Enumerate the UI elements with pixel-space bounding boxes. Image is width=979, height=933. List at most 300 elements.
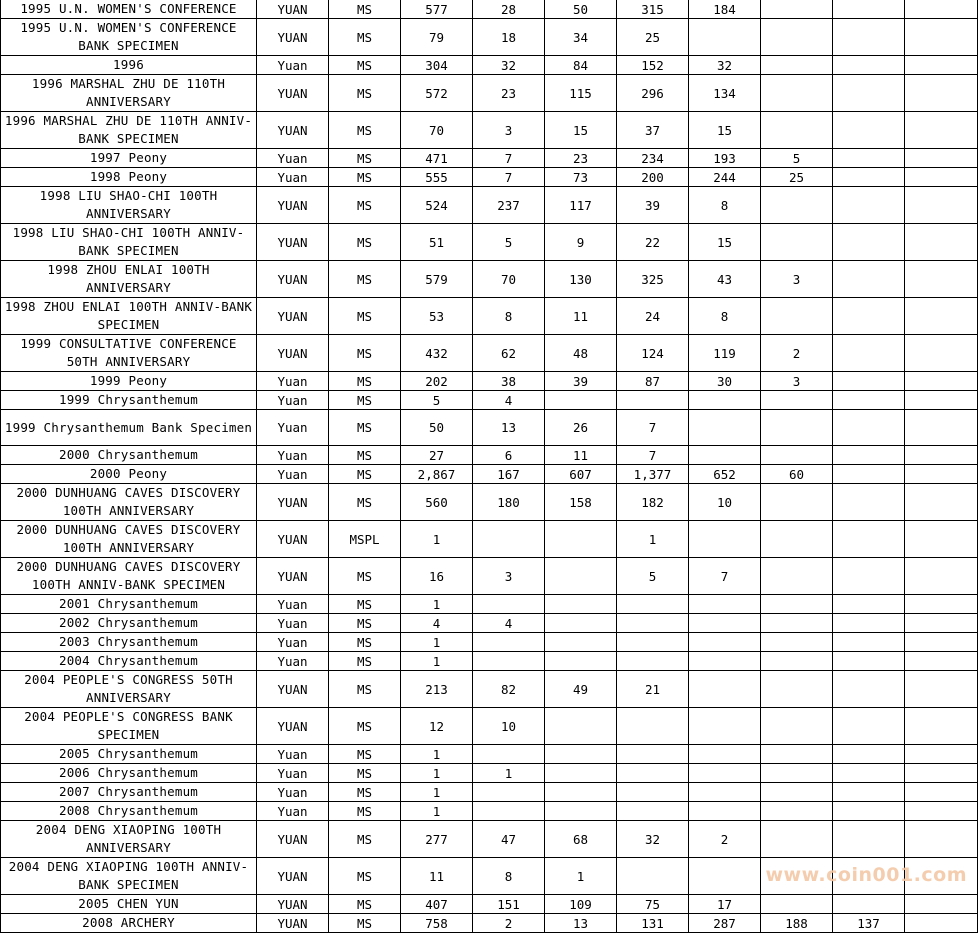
cell-grade-7[interactable]: [905, 372, 978, 391]
cell-total[interactable]: 202: [401, 372, 473, 391]
cell-grade-2[interactable]: 34: [545, 19, 617, 56]
cell-coin-name[interactable]: 2003 Chrysanthemum: [1, 633, 257, 652]
cell-grade-type[interactable]: MS: [329, 298, 401, 335]
cell-grade-5[interactable]: [761, 484, 833, 521]
cell-grade-2[interactable]: 9: [545, 224, 617, 261]
cell-grade-3[interactable]: [617, 764, 689, 783]
cell-grade-7[interactable]: [905, 446, 978, 465]
cell-grade-3[interactable]: 182: [617, 484, 689, 521]
cell-denomination[interactable]: Yuan: [257, 614, 329, 633]
cell-grade-7[interactable]: [905, 671, 978, 708]
cell-grade-2[interactable]: 49: [545, 671, 617, 708]
cell-grade-6[interactable]: [833, 614, 905, 633]
cell-coin-name[interactable]: 1998 ZHOU ENLAI 100TH ANNIVERSARY: [1, 261, 257, 298]
cell-grade-2[interactable]: 73: [545, 168, 617, 187]
cell-grade-7[interactable]: [905, 298, 978, 335]
cell-grade-7[interactable]: [905, 56, 978, 75]
cell-total[interactable]: 555: [401, 168, 473, 187]
cell-grade-type[interactable]: MS: [329, 261, 401, 298]
cell-grade-6[interactable]: 137: [833, 914, 905, 933]
cell-grade-6[interactable]: [833, 671, 905, 708]
cell-grade-3[interactable]: 325: [617, 261, 689, 298]
cell-grade-7[interactable]: [905, 914, 978, 933]
cell-grade-4[interactable]: 43: [689, 261, 761, 298]
cell-grade-5[interactable]: [761, 595, 833, 614]
cell-grade-2[interactable]: 50: [545, 0, 617, 19]
cell-grade-4[interactable]: 8: [689, 298, 761, 335]
cell-denomination[interactable]: YUAN: [257, 895, 329, 914]
cell-grade-type[interactable]: MS: [329, 187, 401, 224]
cell-grade-7[interactable]: [905, 614, 978, 633]
cell-grade-4[interactable]: 193: [689, 149, 761, 168]
cell-coin-name[interactable]: 1995 U.N. WOMEN'S CONFERENCE BANK SPECIMEN: [1, 19, 257, 56]
cell-grade-2[interactable]: 26: [545, 410, 617, 446]
cell-grade-5[interactable]: [761, 652, 833, 671]
cell-grade-type[interactable]: MS: [329, 764, 401, 783]
cell-grade-7[interactable]: [905, 465, 978, 484]
cell-coin-name[interactable]: 1996 MARSHAL ZHU DE 110TH ANNIVERSARY: [1, 75, 257, 112]
cell-grade-5[interactable]: [761, 75, 833, 112]
cell-grade-1[interactable]: 4: [473, 614, 545, 633]
cell-total[interactable]: 1: [401, 802, 473, 821]
cell-grade-2[interactable]: [545, 614, 617, 633]
cell-grade-7[interactable]: [905, 391, 978, 410]
cell-grade-3[interactable]: 21: [617, 671, 689, 708]
cell-total[interactable]: 213: [401, 671, 473, 708]
cell-grade-1[interactable]: 32: [473, 56, 545, 75]
cell-grade-2[interactable]: 115: [545, 75, 617, 112]
cell-total[interactable]: 579: [401, 261, 473, 298]
cell-coin-name[interactable]: 2004 DENG XIAOPING 100TH ANNIV-BANK SPECIMEN: [1, 858, 257, 895]
cell-denomination[interactable]: Yuan: [257, 633, 329, 652]
cell-grade-2[interactable]: 158: [545, 484, 617, 521]
cell-grade-6[interactable]: [833, 764, 905, 783]
cell-grade-1[interactable]: 8: [473, 858, 545, 895]
cell-grade-type[interactable]: MS: [329, 614, 401, 633]
cell-grade-5[interactable]: [761, 112, 833, 149]
cell-grade-5[interactable]: [761, 410, 833, 446]
cell-denomination[interactable]: Yuan: [257, 391, 329, 410]
cell-total[interactable]: 4: [401, 614, 473, 633]
cell-grade-6[interactable]: [833, 708, 905, 745]
cell-grade-7[interactable]: [905, 168, 978, 187]
cell-denomination[interactable]: Yuan: [257, 149, 329, 168]
cell-grade-7[interactable]: [905, 261, 978, 298]
cell-grade-4[interactable]: 15: [689, 112, 761, 149]
cell-grade-type[interactable]: MS: [329, 821, 401, 858]
cell-grade-type[interactable]: MS: [329, 671, 401, 708]
cell-total[interactable]: 1: [401, 595, 473, 614]
cell-coin-name[interactable]: 1995 U.N. WOMEN'S CONFERENCE: [1, 0, 257, 19]
cell-grade-4[interactable]: 30: [689, 372, 761, 391]
cell-grade-3[interactable]: 25: [617, 19, 689, 56]
cell-grade-2[interactable]: 23: [545, 149, 617, 168]
cell-grade-5[interactable]: [761, 745, 833, 764]
cell-grade-6[interactable]: [833, 446, 905, 465]
cell-grade-type[interactable]: MS: [329, 372, 401, 391]
cell-grade-4[interactable]: [689, 652, 761, 671]
cell-total[interactable]: 27: [401, 446, 473, 465]
cell-grade-type[interactable]: MS: [329, 149, 401, 168]
cell-coin-name[interactable]: 2000 DUNHUANG CAVES DISCOVERY 100TH ANNIVERSARY: [1, 484, 257, 521]
cell-denomination[interactable]: Yuan: [257, 465, 329, 484]
cell-grade-6[interactable]: [833, 558, 905, 595]
cell-grade-4[interactable]: [689, 783, 761, 802]
cell-grade-6[interactable]: [833, 895, 905, 914]
cell-grade-1[interactable]: 7: [473, 168, 545, 187]
cell-grade-2[interactable]: 607: [545, 465, 617, 484]
cell-coin-name[interactable]: 2007 Chrysanthemum: [1, 783, 257, 802]
cell-grade-4[interactable]: 287: [689, 914, 761, 933]
cell-grade-7[interactable]: [905, 187, 978, 224]
cell-denomination[interactable]: YUAN: [257, 19, 329, 56]
cell-grade-4[interactable]: [689, 858, 761, 895]
cell-denomination[interactable]: Yuan: [257, 410, 329, 446]
cell-grade-3[interactable]: [617, 652, 689, 671]
cell-grade-1[interactable]: [473, 745, 545, 764]
cell-total[interactable]: 70: [401, 112, 473, 149]
cell-grade-2[interactable]: 13: [545, 914, 617, 933]
cell-total[interactable]: 471: [401, 149, 473, 168]
cell-grade-3[interactable]: 24: [617, 298, 689, 335]
cell-grade-6[interactable]: [833, 802, 905, 821]
cell-grade-type[interactable]: MS: [329, 112, 401, 149]
cell-grade-3[interactable]: 7: [617, 410, 689, 446]
cell-grade-5[interactable]: [761, 0, 833, 19]
cell-total[interactable]: 51: [401, 224, 473, 261]
cell-grade-2[interactable]: [545, 558, 617, 595]
cell-total[interactable]: 524: [401, 187, 473, 224]
cell-grade-6[interactable]: [833, 783, 905, 802]
cell-grade-5[interactable]: 25: [761, 168, 833, 187]
cell-denomination[interactable]: Yuan: [257, 745, 329, 764]
cell-grade-5[interactable]: 3: [761, 261, 833, 298]
cell-denomination[interactable]: Yuan: [257, 595, 329, 614]
cell-coin-name[interactable]: 1999 CONSULTATIVE CONFERENCE 50TH ANNIVERSARY: [1, 335, 257, 372]
cell-grade-6[interactable]: [833, 633, 905, 652]
cell-grade-5[interactable]: [761, 298, 833, 335]
cell-denomination[interactable]: Yuan: [257, 802, 329, 821]
cell-grade-6[interactable]: [833, 745, 905, 764]
cell-total[interactable]: 79: [401, 19, 473, 56]
cell-grade-5[interactable]: 2: [761, 335, 833, 372]
cell-grade-1[interactable]: 3: [473, 558, 545, 595]
cell-grade-5[interactable]: [761, 187, 833, 224]
cell-grade-4[interactable]: 15: [689, 224, 761, 261]
cell-grade-5[interactable]: [761, 858, 833, 895]
cell-coin-name[interactable]: 1998 LIU SHAO-CHI 100TH ANNIVERSARY: [1, 187, 257, 224]
cell-total[interactable]: 577: [401, 0, 473, 19]
cell-total[interactable]: 304: [401, 56, 473, 75]
cell-denomination[interactable]: Yuan: [257, 652, 329, 671]
cell-grade-7[interactable]: [905, 75, 978, 112]
cell-grade-1[interactable]: 70: [473, 261, 545, 298]
cell-grade-6[interactable]: [833, 391, 905, 410]
cell-grade-7[interactable]: [905, 652, 978, 671]
cell-grade-6[interactable]: [833, 821, 905, 858]
cell-total[interactable]: 1: [401, 764, 473, 783]
cell-grade-type[interactable]: MSPL: [329, 521, 401, 558]
cell-grade-7[interactable]: [905, 708, 978, 745]
cell-grade-type[interactable]: MS: [329, 745, 401, 764]
cell-grade-2[interactable]: [545, 708, 617, 745]
cell-grade-1[interactable]: 6: [473, 446, 545, 465]
cell-grade-4[interactable]: 652: [689, 465, 761, 484]
cell-grade-1[interactable]: [473, 802, 545, 821]
cell-coin-name[interactable]: 2008 Chrysanthemum: [1, 802, 257, 821]
cell-grade-7[interactable]: [905, 19, 978, 56]
cell-grade-2[interactable]: 48: [545, 335, 617, 372]
cell-grade-3[interactable]: 75: [617, 895, 689, 914]
cell-grade-1[interactable]: 23: [473, 75, 545, 112]
cell-coin-name[interactable]: 2004 Chrysanthemum: [1, 652, 257, 671]
cell-denomination[interactable]: Yuan: [257, 764, 329, 783]
cell-grade-type[interactable]: MS: [329, 56, 401, 75]
cell-grade-4[interactable]: 184: [689, 0, 761, 19]
cell-grade-6[interactable]: [833, 0, 905, 19]
cell-grade-4[interactable]: [689, 802, 761, 821]
cell-grade-6[interactable]: [833, 652, 905, 671]
cell-grade-type[interactable]: MS: [329, 895, 401, 914]
cell-total[interactable]: 1: [401, 745, 473, 764]
cell-denomination[interactable]: YUAN: [257, 821, 329, 858]
cell-grade-2[interactable]: [545, 764, 617, 783]
cell-grade-type[interactable]: MS: [329, 0, 401, 19]
cell-total[interactable]: 11: [401, 858, 473, 895]
cell-grade-2[interactable]: 39: [545, 372, 617, 391]
cell-coin-name[interactable]: 2004 PEOPLE'S CONGRESS 50TH ANNIVERSARY: [1, 671, 257, 708]
cell-denomination[interactable]: YUAN: [257, 914, 329, 933]
cell-grade-type[interactable]: MS: [329, 224, 401, 261]
cell-grade-type[interactable]: MS: [329, 558, 401, 595]
cell-grade-6[interactable]: [833, 168, 905, 187]
cell-grade-6[interactable]: [833, 261, 905, 298]
cell-grade-4[interactable]: 17: [689, 895, 761, 914]
cell-coin-name[interactable]: 1998 LIU SHAO-CHI 100TH ANNIV-BANK SPECIMEN: [1, 224, 257, 261]
cell-grade-4[interactable]: [689, 391, 761, 410]
cell-coin-name[interactable]: 2000 Chrysanthemum: [1, 446, 257, 465]
cell-grade-2[interactable]: 117: [545, 187, 617, 224]
cell-grade-4[interactable]: [689, 446, 761, 465]
cell-grade-3[interactable]: [617, 708, 689, 745]
cell-total[interactable]: 12: [401, 708, 473, 745]
cell-denomination[interactable]: YUAN: [257, 298, 329, 335]
cell-grade-3[interactable]: [617, 858, 689, 895]
cell-grade-type[interactable]: MS: [329, 595, 401, 614]
cell-grade-1[interactable]: 151: [473, 895, 545, 914]
cell-denomination[interactable]: YUAN: [257, 671, 329, 708]
cell-grade-6[interactable]: [833, 484, 905, 521]
cell-total[interactable]: 1: [401, 521, 473, 558]
cell-grade-5[interactable]: [761, 708, 833, 745]
cell-grade-7[interactable]: [905, 595, 978, 614]
cell-grade-1[interactable]: 8: [473, 298, 545, 335]
cell-grade-4[interactable]: [689, 633, 761, 652]
cell-grade-6[interactable]: [833, 335, 905, 372]
cell-denomination[interactable]: Yuan: [257, 783, 329, 802]
cell-grade-5[interactable]: 3: [761, 372, 833, 391]
cell-grade-2[interactable]: 15: [545, 112, 617, 149]
cell-total[interactable]: 432: [401, 335, 473, 372]
cell-grade-3[interactable]: 7: [617, 446, 689, 465]
cell-grade-3[interactable]: 39: [617, 187, 689, 224]
cell-grade-7[interactable]: [905, 858, 978, 895]
cell-grade-1[interactable]: 4: [473, 391, 545, 410]
cell-grade-7[interactable]: [905, 410, 978, 446]
cell-grade-1[interactable]: 180: [473, 484, 545, 521]
cell-grade-1[interactable]: 237: [473, 187, 545, 224]
cell-grade-4[interactable]: 134: [689, 75, 761, 112]
cell-grade-type[interactable]: MS: [329, 652, 401, 671]
cell-grade-4[interactable]: [689, 521, 761, 558]
cell-grade-4[interactable]: 7: [689, 558, 761, 595]
cell-grade-6[interactable]: [833, 75, 905, 112]
cell-grade-2[interactable]: [545, 802, 617, 821]
cell-coin-name[interactable]: 2005 Chrysanthemum: [1, 745, 257, 764]
cell-grade-4[interactable]: 244: [689, 168, 761, 187]
cell-grade-6[interactable]: [833, 372, 905, 391]
cell-grade-1[interactable]: 1: [473, 764, 545, 783]
cell-grade-2[interactable]: 109: [545, 895, 617, 914]
cell-grade-2[interactable]: 11: [545, 446, 617, 465]
cell-grade-3[interactable]: 296: [617, 75, 689, 112]
cell-grade-7[interactable]: [905, 112, 978, 149]
cell-grade-1[interactable]: 13: [473, 410, 545, 446]
cell-grade-4[interactable]: [689, 708, 761, 745]
cell-grade-2[interactable]: [545, 783, 617, 802]
cell-grade-6[interactable]: [833, 298, 905, 335]
cell-grade-7[interactable]: [905, 821, 978, 858]
cell-denomination[interactable]: YUAN: [257, 558, 329, 595]
cell-grade-6[interactable]: [833, 465, 905, 484]
cell-grade-4[interactable]: [689, 19, 761, 56]
cell-grade-5[interactable]: [761, 224, 833, 261]
cell-coin-name[interactable]: 2000 DUNHUANG CAVES DISCOVERY 100TH ANNIV-BANK SPECIMEN: [1, 558, 257, 595]
cell-grade-type[interactable]: MS: [329, 391, 401, 410]
cell-grade-4[interactable]: 8: [689, 187, 761, 224]
cell-denomination[interactable]: YUAN: [257, 484, 329, 521]
cell-grade-2[interactable]: 1: [545, 858, 617, 895]
cell-grade-3[interactable]: 1,377: [617, 465, 689, 484]
cell-grade-7[interactable]: [905, 895, 978, 914]
cell-denomination[interactable]: Yuan: [257, 372, 329, 391]
cell-grade-type[interactable]: MS: [329, 633, 401, 652]
cell-coin-name[interactable]: 2001 Chrysanthemum: [1, 595, 257, 614]
cell-grade-3[interactable]: 234: [617, 149, 689, 168]
cell-coin-name[interactable]: 1999 Chrysanthemum Bank Specimen: [1, 410, 257, 446]
cell-grade-2[interactable]: 68: [545, 821, 617, 858]
cell-grade-3[interactable]: 152: [617, 56, 689, 75]
cell-grade-5[interactable]: [761, 783, 833, 802]
cell-grade-5[interactable]: [761, 56, 833, 75]
cell-denomination[interactable]: YUAN: [257, 75, 329, 112]
cell-grade-7[interactable]: [905, 335, 978, 372]
cell-grade-5[interactable]: [761, 671, 833, 708]
cell-grade-2[interactable]: [545, 633, 617, 652]
cell-total[interactable]: 53: [401, 298, 473, 335]
cell-grade-5[interactable]: [761, 802, 833, 821]
cell-denomination[interactable]: Yuan: [257, 56, 329, 75]
cell-grade-1[interactable]: [473, 633, 545, 652]
cell-grade-1[interactable]: [473, 783, 545, 802]
cell-grade-5[interactable]: [761, 614, 833, 633]
cell-grade-type[interactable]: MS: [329, 783, 401, 802]
cell-denomination[interactable]: YUAN: [257, 521, 329, 558]
cell-grade-1[interactable]: 5: [473, 224, 545, 261]
cell-total[interactable]: 560: [401, 484, 473, 521]
cell-grade-type[interactable]: MS: [329, 446, 401, 465]
cell-denomination[interactable]: Yuan: [257, 446, 329, 465]
cell-denomination[interactable]: YUAN: [257, 0, 329, 19]
cell-total[interactable]: 50: [401, 410, 473, 446]
cell-grade-6[interactable]: [833, 410, 905, 446]
cell-denomination[interactable]: YUAN: [257, 335, 329, 372]
cell-grade-type[interactable]: MS: [329, 75, 401, 112]
cell-grade-type[interactable]: MS: [329, 410, 401, 446]
cell-coin-name[interactable]: 2008 ARCHERY: [1, 914, 257, 933]
cell-denomination[interactable]: YUAN: [257, 187, 329, 224]
cell-grade-5[interactable]: 188: [761, 914, 833, 933]
cell-grade-2[interactable]: [545, 652, 617, 671]
cell-grade-5[interactable]: 60: [761, 465, 833, 484]
cell-grade-type[interactable]: MS: [329, 19, 401, 56]
cell-coin-name[interactable]: 2004 DENG XIAOPING 100TH ANNIVERSARY: [1, 821, 257, 858]
cell-coin-name[interactable]: 2002 Chrysanthemum: [1, 614, 257, 633]
cell-grade-5[interactable]: [761, 633, 833, 652]
cell-grade-5[interactable]: [761, 764, 833, 783]
cell-grade-6[interactable]: [833, 595, 905, 614]
cell-grade-2[interactable]: [545, 745, 617, 764]
cell-grade-7[interactable]: [905, 558, 978, 595]
cell-grade-5[interactable]: [761, 895, 833, 914]
cell-grade-7[interactable]: [905, 0, 978, 19]
cell-total[interactable]: 1: [401, 783, 473, 802]
cell-grade-4[interactable]: [689, 614, 761, 633]
cell-grade-6[interactable]: [833, 112, 905, 149]
cell-grade-3[interactable]: [617, 633, 689, 652]
cell-total[interactable]: 1: [401, 652, 473, 671]
cell-grade-6[interactable]: [833, 149, 905, 168]
cell-grade-3[interactable]: [617, 802, 689, 821]
cell-grade-3[interactable]: [617, 595, 689, 614]
cell-grade-3[interactable]: [617, 783, 689, 802]
cell-grade-1[interactable]: 167: [473, 465, 545, 484]
cell-grade-6[interactable]: [833, 521, 905, 558]
cell-total[interactable]: 572: [401, 75, 473, 112]
cell-coin-name[interactable]: 2000 Peony: [1, 465, 257, 484]
cell-grade-5[interactable]: [761, 821, 833, 858]
cell-grade-1[interactable]: 82: [473, 671, 545, 708]
cell-grade-7[interactable]: [905, 633, 978, 652]
cell-grade-3[interactable]: 5: [617, 558, 689, 595]
cell-coin-name[interactable]: 1999 Chrysanthemum: [1, 391, 257, 410]
cell-grade-type[interactable]: MS: [329, 465, 401, 484]
cell-grade-3[interactable]: 32: [617, 821, 689, 858]
cell-grade-2[interactable]: 11: [545, 298, 617, 335]
cell-grade-7[interactable]: [905, 745, 978, 764]
cell-denomination[interactable]: YUAN: [257, 858, 329, 895]
cell-grade-type[interactable]: MS: [329, 858, 401, 895]
cell-grade-7[interactable]: [905, 802, 978, 821]
cell-total[interactable]: 2,867: [401, 465, 473, 484]
cell-grade-type[interactable]: MS: [329, 802, 401, 821]
cell-grade-1[interactable]: [473, 521, 545, 558]
cell-grade-2[interactable]: 84: [545, 56, 617, 75]
cell-grade-4[interactable]: 119: [689, 335, 761, 372]
cell-grade-2[interactable]: [545, 595, 617, 614]
cell-grade-7[interactable]: [905, 764, 978, 783]
cell-grade-type[interactable]: MS: [329, 708, 401, 745]
